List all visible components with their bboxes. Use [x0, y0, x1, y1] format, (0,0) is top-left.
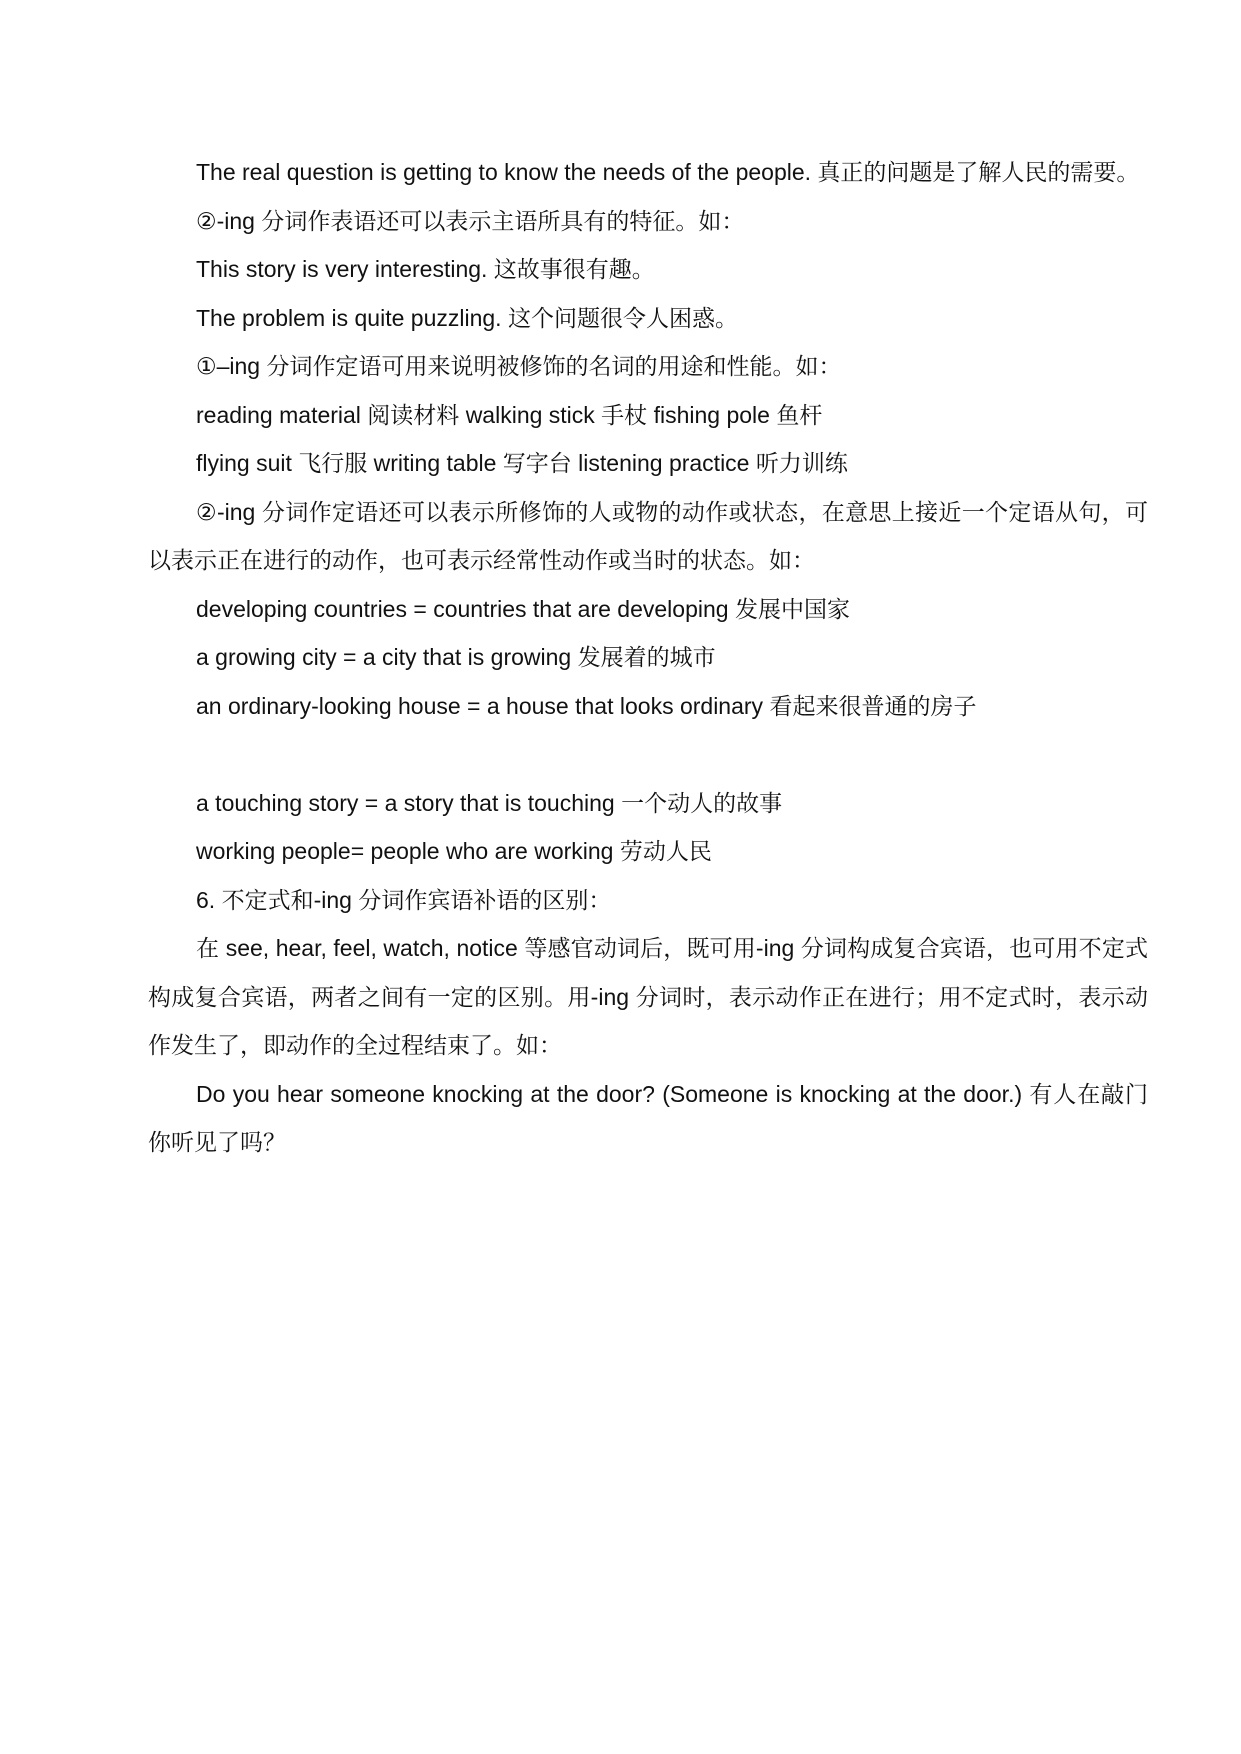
paragraph-rule-attributive-action: ②-ing 分词作定语还可以表示所修饰的人或物的动作或状态，在意思上接近一个定语从句，可以表示正在进行的动作，也可表示经常性动作或当时的状态。如：: [148, 498, 1148, 573]
paragraph-example-knocking: Do you hear someone knocking at the door? (Someone is knocking at the door.) 有人在敲门你听见了吗？: [148, 1080, 1148, 1155]
document-body: [148, 148, 1148, 1167]
paragraph-rule-predicative-feature: ②-ing 分词作表语还可以表示主语所具有的特征。如：: [196, 207, 745, 234]
paragraph-example-working: working people= people who are working 劳动人民: [196, 838, 712, 864]
paragraph-example-interesting: This story is very interesting. 这故事很有趣。: [196, 256, 655, 282]
paragraph-rule-complement-difference: 在 see, hear, feel, watch, notice 等感官动词后，既可用-ing 分词构成复合宾语，也可用不定式构成复合宾语，两者之间有一定的区别。用-ing 分词时，表示动作正在进行；用不定式时，表示动作发生了，即动作的全过程结束了。如：: [148, 935, 1148, 1058]
paragraph-example-touching: a touching story = a story that is touching 一个动人的故事: [196, 789, 783, 816]
paragraph-example-puzzling: The problem is quite puzzling. 这个问题很令人困惑。: [196, 304, 738, 331]
paragraph-example-growing: a growing city = a city that is growing 发展着的城市: [196, 644, 716, 670]
paragraph-example-real-question: The real question is getting to know the needs of the people. 真正的问题是了解人民的需要。: [196, 159, 1140, 185]
paragraph-rule-attributive-use: ①–ing 分词作定语可用来说明被修饰的名词的用途和性能。如：: [196, 353, 842, 379]
paragraph-example-ordinary-looking: an ordinary-looking house = a house that looks ordinary 看起来很普通的房子: [196, 692, 977, 719]
paragraph-vocab-line-2: flying suit 飞行服 writing table 写字台 listening practice 听力训练: [196, 450, 848, 476]
blank-line: [148, 730, 1148, 779]
section-heading-6: 6. 不定式和-ing 分词作宾语补语的区别：: [196, 886, 612, 913]
paragraph-vocab-line-1: reading material 阅读材料 walking stick 手杖 fishing pole 鱼杆: [196, 401, 823, 428]
paragraph-example-developing: developing countries = countries that are developing 发展中国家: [196, 595, 850, 622]
